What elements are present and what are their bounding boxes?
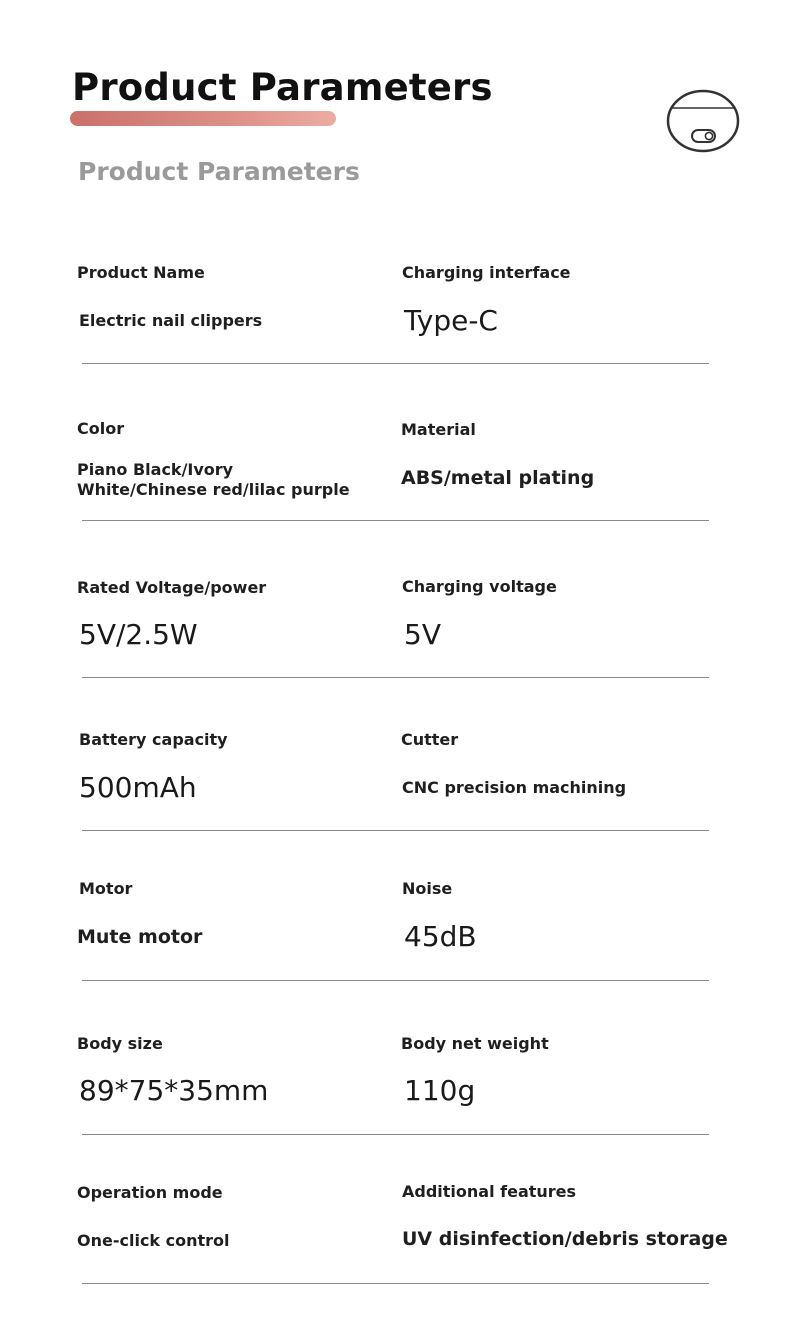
param-label-cutter: Cutter (401, 730, 459, 749)
param-value-body-net-weight: 110g (404, 1074, 476, 1107)
param-label-charging-interface: Charging interface (402, 263, 571, 282)
param-value-charging-voltage: 5V (404, 618, 441, 651)
param-label-battery-capacity: Battery capacity (79, 730, 228, 749)
row-divider (82, 1134, 709, 1135)
param-value-body-size: 89*75*35mm (79, 1074, 269, 1107)
title-accent-bar (70, 111, 336, 126)
param-value-battery-capacity: 500mAh (79, 771, 197, 804)
param-value-additional-features: UV disinfection/debris storage (402, 1228, 728, 1250)
row-divider (82, 520, 709, 521)
param-label-body-size: Body size (77, 1034, 163, 1053)
row-divider (82, 1283, 709, 1284)
param-label-rated-voltage: Rated Voltage/power (77, 578, 267, 597)
param-value-color (77, 460, 377, 500)
row-divider (82, 677, 709, 678)
param-label-operation-mode: Operation mode (77, 1183, 223, 1202)
param-label-body-net-weight: Body net weight (401, 1034, 549, 1053)
row-divider (82, 980, 709, 981)
page-subtitle: Product Parameters (78, 157, 360, 186)
param-label-noise: Noise (402, 879, 453, 898)
param-value-color-line1: Piano Black/Ivory (77, 460, 234, 479)
row-divider (82, 830, 709, 831)
param-value-rated-voltage: 5V/2.5W (79, 618, 198, 651)
param-label-motor: Motor (79, 879, 133, 898)
param-value-noise: 45dB (404, 920, 477, 953)
device-switch-icon (665, 88, 741, 154)
param-label-additional-features: Additional features (402, 1182, 577, 1201)
param-value-motor: Mute motor (77, 926, 203, 948)
param-label-charging-voltage: Charging voltage (402, 577, 557, 596)
param-value-operation-mode: One-click control (77, 1231, 230, 1250)
param-value-product-name: Electric nail clippers (79, 311, 263, 330)
param-value-charging-interface: Type-C (404, 304, 498, 337)
param-label-product-name: Product Name (77, 263, 205, 282)
page-title: Product Parameters (72, 66, 493, 109)
param-value-cutter: CNC precision machining (402, 778, 627, 797)
param-value-color-line2: White/Chinese red/lilac purple (77, 480, 350, 499)
row-divider (82, 363, 709, 364)
param-value-material: ABS/metal plating (401, 467, 595, 489)
param-label-color: Color (77, 419, 125, 438)
param-label-material: Material (401, 420, 476, 439)
